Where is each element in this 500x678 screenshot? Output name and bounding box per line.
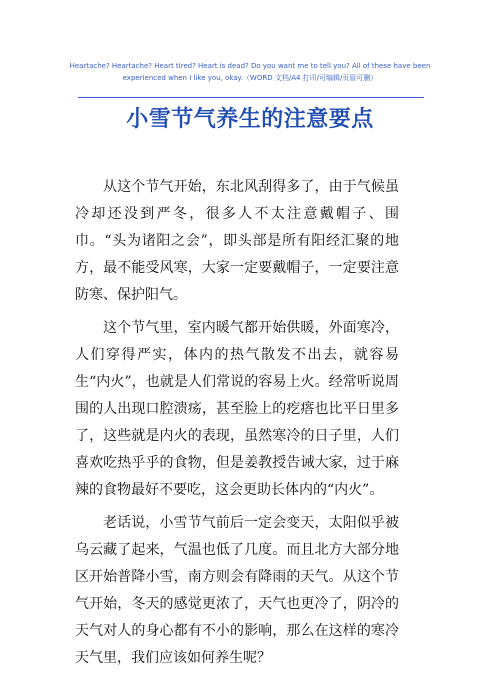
- paragraph-1: 从这个节气开始，东北风刮得多了，由于气候虽冷却还没到严冬，很多人不太注意戴帽子、围巾。“头为诸阳之会”，即头部是所有阳经汇聚的地方，最不能受风寒，大家一定要戴帽子，一定要注意防寒、保护阳气。: [75, 179, 399, 303]
- page-header: [60, 60, 440, 84]
- header-line-1: Heartache? Heartache? Heart tired? Heart is dead? Do you want me to tell you? All of these have been: [69, 62, 431, 70]
- paragraph-2: 这个节气里，室内暖气都开始供暖，外面寒冷，人们穿得严实，体内的热气散发不出去，就容易生“内火”，也就是人们常说的容易上火。经常听说周围的人出现口腔溃疡，甚至脸上的疙瘩也比平日里多了，这些就是内火的表现，虽然寒冷的日子里，人们喜欢吃热乎乎的食物，但是姜教授告诫大家，过于麻辣的食物最好不要吃，这会更助长体内的“内火”。: [75, 320, 399, 498]
- header-divider: [78, 97, 424, 98]
- document-title: 小雪节气养生的注意要点: [126, 107, 374, 132]
- document-body: [75, 174, 399, 678]
- header-line-2: experienced when I like you, okay.（WORD 文档/A4 打印/可编辑/页眉可删）: [122, 74, 378, 82]
- paragraph-3: 老话说，小雪节气前后一定会变天，太阳似乎被乌云藏了起来，气温也低了几度。而且北方大部分地区开始普降小雪，南方则会有降雨的天气。从这个节气开始，冬天的感觉更浓了，天气也更冷了，阴冷的天气对人的身心都有不小的影响，那么在这样的寒冷天气里，我们应该如何养生呢？: [75, 515, 399, 666]
